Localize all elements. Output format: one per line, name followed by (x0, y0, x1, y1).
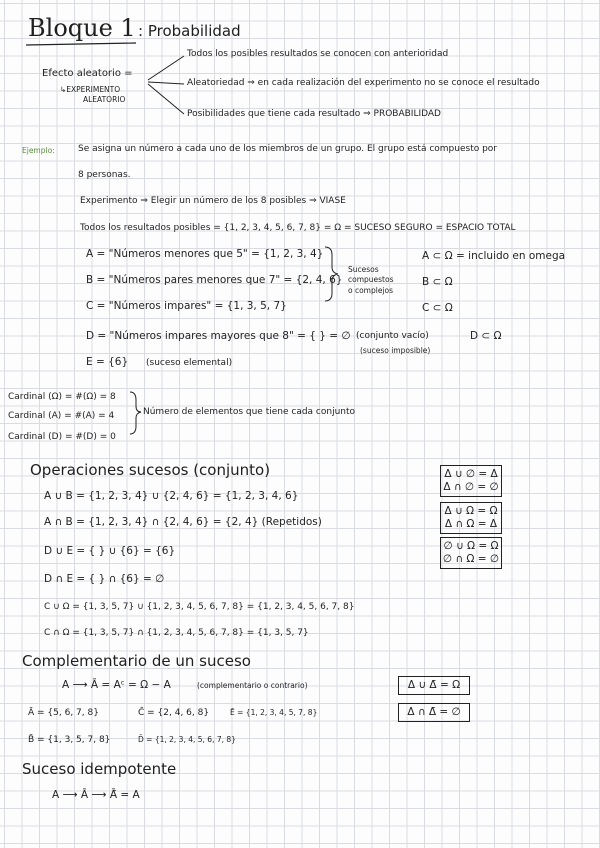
identity-box-omega-union: Δ ∪ Ω = Ω (444, 505, 498, 517)
identity-box-omega-intersection: Δ ∩ Ω = Δ (444, 518, 498, 530)
operaciones-heading: Operaciones sucesos (conjunto) (30, 461, 271, 479)
complementario-heading: Complementario de un suceso (22, 652, 251, 670)
complementario-definition: A ⟶ Ā = Aᶜ = Ω − A (62, 679, 171, 691)
complement-union-box (398, 676, 470, 695)
B-complement: B̄ = {1, 3, 5, 7, 8} (28, 735, 111, 745)
cardinal-D: Cardinal (D) = #(D) = 0 (8, 432, 116, 442)
C-subset: C ⊂ Ω (422, 302, 453, 314)
sucesos-label-2: compuestos (348, 275, 394, 284)
definition-1: Todos los posibles resultados se conocen con anterioridad (187, 49, 449, 59)
experimento-line-1: ↳EXPERIMENTO (60, 85, 121, 94)
idempotente-line: A ⟶ Ā ⟶ Ā̄ = A (52, 789, 140, 801)
complement-intersection-rule: Δ ∩ Δ̄ = ∅ (407, 706, 461, 718)
fan-line-3 (148, 84, 184, 114)
fan-line-2 (148, 82, 184, 84)
sucesos-label-1: Sucesos (348, 265, 379, 274)
sucesos-label-3: o complejos (348, 286, 394, 295)
ejemplo-label: Ejemplo: (22, 146, 55, 155)
operacion-line-4: D ∩ E = { } ∩ {6} = ∅ (44, 573, 165, 585)
identity-box-empty-union: Δ ∪ ∅ = Δ (444, 468, 498, 480)
definition-2: Aleatoriedad ⇒ en cada realización del experimento no se conoce el resultado (187, 78, 540, 88)
D-note-1: (conjunto vacío) (356, 331, 429, 341)
title-subject: : Probabilidad (138, 22, 241, 40)
title-bloque: Bloque 1 (28, 14, 136, 42)
operacion-line-2: A ∩ B = {1, 2, 3, 4} ∩ {2, 4, 6} = {2, 4} (Repetidos) (44, 516, 322, 528)
identity-box-empty-omega (440, 537, 502, 569)
definition-3: Posibilidades que tiene cada resultado ⇒ PROBABILIDAD (187, 109, 441, 119)
identity-box-empty (440, 465, 502, 497)
ejemplo-line-1: Se asigna un número a cada uno de los miembros de un grupo. El grupo está compuesto por (78, 144, 498, 154)
brace-cardinal (130, 392, 141, 434)
todos-resultados: Todos los resultados posibles = {1, 2, 3, 4, 5, 6, 7, 8} = Ω = SUCESO SEGURO = ESPACIO TOTAL (80, 223, 516, 233)
operacion-line-1: A ∪ B = {1, 2, 3, 4} ∪ {2, 4, 6} = {1, 2, 3, 4, 6} (44, 490, 299, 502)
E-note: (suceso elemental) (146, 358, 233, 368)
D-subset: D ⊂ Ω (470, 330, 502, 342)
title-underline (26, 43, 136, 45)
efecto-aleatorio: Efecto aleatorio = (42, 68, 133, 79)
suceso-D: D = "Números impares mayores que 8" = { } = ∅ (86, 330, 351, 342)
E-complement: Ē = {1, 2, 3, 4, 5, 7, 8} (230, 708, 318, 717)
cardinal-A: Cardinal (A) = #(A) = 4 (8, 411, 115, 421)
B-subset: B ⊂ Ω (422, 276, 453, 288)
experimento-line: Experimento ⇒ Elegir un número de los 8 posibles ⇒ VIASE (80, 196, 346, 206)
identity-box-omega (440, 502, 502, 534)
idempotente-heading: Suceso idempotente (22, 760, 177, 778)
D-note-2: (suceso imposible) (360, 346, 431, 355)
operacion-line-6: C ∩ Ω = {1, 3, 5, 7} ∩ {1, 2, 3, 4, 5, 6, 7, 8} = {1, 3, 5, 7} (44, 628, 309, 638)
identity-box-empty-omega-union: ∅ ∪ Ω = Ω (443, 540, 499, 552)
cardinal-omega: Cardinal (Ω) = #(Ω) = 8 (8, 392, 116, 402)
cardinal-description: Número de elementos que tiene cada conjunto (143, 407, 356, 417)
A-complement: Ā = {5, 6, 7, 8} (28, 708, 99, 718)
C-complement: C̄ = {2, 4, 6, 8} (138, 708, 210, 718)
suceso-A: A = "Números menores que 5" = {1, 2, 3, 4} (86, 248, 324, 260)
D-complement: D̄ = {1, 2, 3, 4, 5, 6, 7, 8} (138, 735, 236, 744)
suceso-E: E = {6} (86, 356, 129, 368)
complementario-note: (complementario o contrario) (197, 681, 308, 690)
complement-union-rule: Δ ∪ Δ̄ = Ω (407, 679, 461, 691)
identity-box-empty-intersection: Δ ∩ ∅ = ∅ (443, 481, 499, 493)
operacion-line-3: D ∪ E = { } ∪ {6} = {6} (44, 545, 176, 557)
identity-box-empty-omega-intersection: ∅ ∩ Ω = ∅ (442, 553, 500, 565)
A-subset: A ⊂ Ω = incluido en omega (422, 250, 566, 262)
fan-line-1 (148, 56, 184, 80)
suceso-B: B = "Números pares menores que 7" = {2, 4, 6} (86, 274, 343, 286)
complement-intersection-box (398, 703, 470, 722)
ejemplo-line-2: 8 personas. (78, 170, 131, 180)
suceso-C: C = "Números impares" = {1, 3, 5, 7} (86, 300, 287, 312)
experimento-line-2: ALEATORIO (83, 95, 126, 104)
operacion-line-5: C ∪ Ω = {1, 3, 5, 7} ∪ {1, 2, 3, 4, 5, 6, 7, 8} = {1, 2, 3, 4, 5, 6, 7, 8} (44, 602, 355, 612)
